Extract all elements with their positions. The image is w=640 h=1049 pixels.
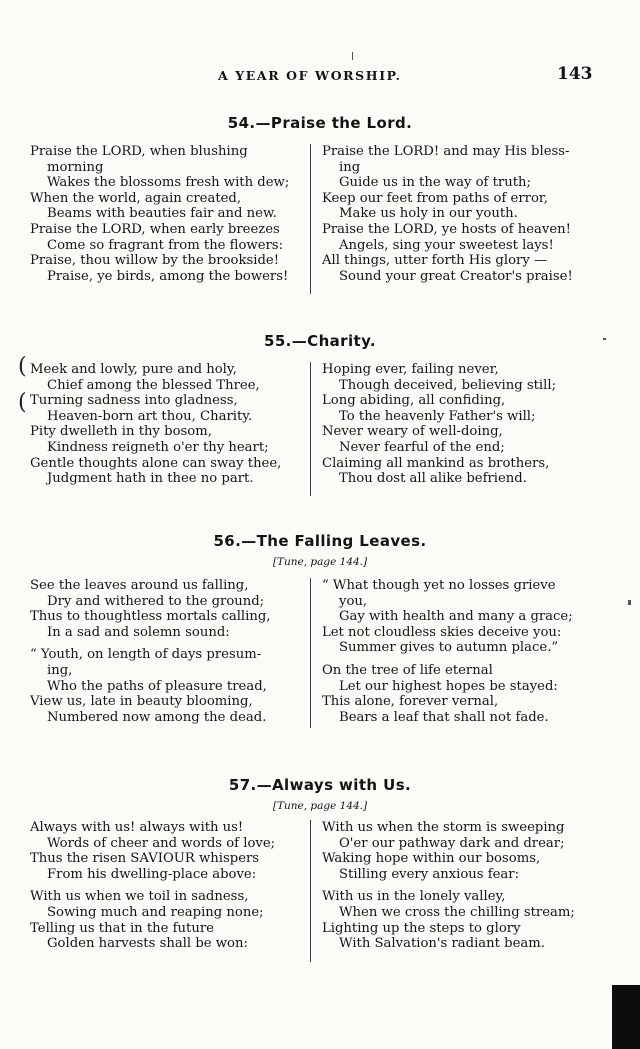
verse-line: Thou dost all alike befriend.: [339, 471, 527, 487]
scan-speck: [603, 338, 606, 340]
verse-line: Hoping ever, failing never,: [322, 362, 499, 377]
verse-line: you,: [339, 593, 368, 609]
verse-line: When we cross the chilling stream;: [339, 904, 575, 920]
verse-line: Gentle thoughts alone can sway thee,: [30, 455, 282, 471]
verse-line: Never weary of well-doing,: [322, 424, 503, 440]
verse-line: Make us holy in our youth.: [339, 206, 518, 222]
hymn-title: 54.—Praise the Lord.: [227, 114, 413, 132]
verse-line: This alone, forever vernal,: [322, 694, 499, 710]
verse-line: Thus to thoughtless mortals calling,: [30, 609, 271, 625]
hymn-left-column: [30, 362, 302, 487]
tune-reference: [Tune, page 144.]: [272, 556, 368, 568]
verse-line: Dry and withered to the ground;: [47, 593, 265, 609]
verse-line: Wakes the blossoms fresh with dew;: [47, 175, 290, 191]
scan-speck: [352, 52, 353, 60]
verse-line: Telling us that in the future: [30, 920, 214, 936]
verse-line: Long abiding, all confiding,: [322, 393, 506, 409]
verse-line: Numbered now among the dead.: [47, 709, 267, 725]
verse-line: Chief among the blessed Three,: [47, 377, 260, 393]
verse-line: Meek and lowly, pure and holy,: [30, 362, 237, 377]
running-title: A YEAR OF WORSHIP.: [218, 68, 402, 83]
column-divider: [310, 362, 311, 496]
verse-line: Waking hope within our bosoms,: [322, 851, 541, 867]
verse-line: Turning sadness into gladness,: [30, 393, 238, 409]
verse-line: View us, late in beauty blooming,: [30, 694, 253, 710]
verse-line: Claiming all mankind as brothers,: [322, 455, 550, 471]
verse-line: “ What though yet no losses grieve: [322, 578, 556, 593]
brace-ornament: (: [18, 354, 27, 379]
verse-line: With Salvation's radiant beam.: [339, 936, 545, 952]
verse-line: Let not cloudless skies deceive you:: [322, 624, 562, 640]
verse-line: All things, utter forth His glory —: [322, 253, 548, 269]
verse-line: “ Youth, on length of days presum-: [30, 647, 262, 663]
verse-line: See the leaves around us falling,: [30, 578, 249, 593]
verse-line: Angels, sing your sweetest lays!: [339, 237, 554, 253]
verse-line: Praise the LORD! and may His bless-: [322, 144, 570, 159]
verse-line: Who the paths of pleasure tread,: [47, 678, 267, 694]
verse-line: Judgment hath in thee no part.: [47, 471, 254, 487]
verse-line: Come so fragrant from the flowers:: [47, 237, 284, 253]
hymn-right-column: [322, 362, 592, 487]
verse-line: Guide us in the way of truth;: [339, 175, 531, 191]
hymn-left-column: [30, 144, 302, 284]
verse-line: Heaven-born art thou, Charity.: [47, 408, 253, 424]
verse-line: O'er our pathway dark and drear;: [339, 835, 565, 851]
column-divider: [310, 578, 311, 728]
hymn-title: 56.—The Falling Leaves.: [213, 532, 427, 550]
verse-line: ing,: [47, 662, 73, 678]
verse-line: Praise the LORD, when blushing: [30, 144, 248, 159]
verse-line: Thus the risen SAVIOUR whispers: [30, 851, 260, 867]
hymn-left-column: [30, 820, 302, 952]
verse-line: Words of cheer and words of love;: [47, 835, 276, 851]
page-number: 143: [557, 64, 593, 84]
verse-line: Always with us! always with us!: [30, 820, 244, 835]
verse-line: When the world, again created,: [30, 190, 242, 206]
verse-line: Praise, ye birds, among the bowers!: [47, 268, 289, 284]
verse-line: Summer gives to autumn place.”: [339, 640, 559, 656]
verse-line: On the tree of life eternal: [322, 662, 493, 678]
scan-edge-mark: [612, 985, 640, 1049]
column-divider: [310, 144, 311, 294]
verse-line: Pity dwelleth in thy bosom,: [30, 424, 212, 440]
verse-line: To the heavenly Father's will;: [339, 408, 536, 424]
verse-line: Praise the LORD, ye hosts of heaven!: [322, 221, 571, 237]
column-divider: [310, 820, 311, 962]
verse-line: Praise the LORD, when early breezes: [30, 221, 280, 237]
hymn-title: 55.—Charity.: [264, 332, 376, 350]
verse-line: Stilling every anxious fear:: [339, 866, 520, 882]
verse-line: Lighting up the steps to glory: [322, 920, 521, 936]
verse-line: In a sad and solemn sound:: [47, 624, 230, 640]
verse-line: Praise, thou willow by the brookside!: [30, 253, 280, 269]
verse-line: Golden harvests shall be won:: [47, 936, 248, 952]
verse-line: morning: [47, 159, 104, 175]
verse-line: Though deceived, believing still;: [339, 377, 557, 393]
verse-line: Kindness reigneth o'er thy heart;: [47, 439, 269, 455]
verse-line: With us when we toil in sadness,: [30, 889, 249, 905]
brace-ornament: (: [18, 390, 27, 415]
scan-speck: [628, 600, 631, 605]
verse-line: Let our highest hopes be stayed:: [339, 678, 558, 694]
verse-line: With us when the storm is sweeping: [322, 820, 565, 835]
verse-line: Sowing much and reaping none;: [47, 904, 264, 920]
verse-line: With us in the lonely valley,: [322, 889, 506, 905]
hymn-title: 57.—Always with Us.: [228, 776, 412, 794]
hymn-right-column: [322, 820, 592, 952]
verse-line: Gay with health and many a grace;: [339, 609, 573, 625]
verse-line: Bears a leaf that shall not fade.: [339, 709, 549, 725]
page-header: [0, 64, 640, 90]
verse-line: Beams with beauties fair and new.: [47, 206, 277, 222]
verse-line: Sound your great Creator's praise!: [339, 268, 573, 284]
hymn-left-column: [30, 578, 302, 725]
tune-reference: [Tune, page 144.]: [272, 800, 368, 812]
hymn-right-column: [322, 144, 592, 284]
verse-line: Never fearful of the end;: [339, 439, 505, 455]
verse-line: ing: [339, 159, 361, 175]
hymn-right-column: [322, 578, 592, 725]
verse-line: Keep our feet from paths of error,: [322, 190, 548, 206]
verse-line: From his dwelling-place above:: [47, 866, 257, 882]
